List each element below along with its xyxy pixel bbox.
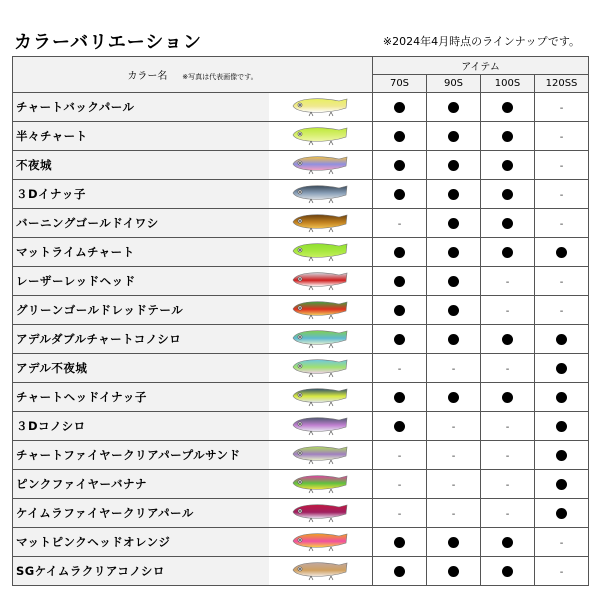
availability-120ss bbox=[535, 122, 589, 151]
table-row bbox=[13, 93, 589, 122]
available-dot bbox=[394, 131, 405, 142]
unavailable-dash: - bbox=[559, 131, 564, 143]
availability-120ss bbox=[535, 296, 589, 325]
availability-70s bbox=[373, 528, 427, 557]
unavailable-dash: - bbox=[397, 363, 402, 375]
color-name: 半々チャート bbox=[13, 122, 269, 151]
availability-90s bbox=[427, 209, 481, 238]
availability-70s bbox=[373, 383, 427, 412]
availability-90s bbox=[427, 122, 481, 151]
available-dot bbox=[394, 189, 405, 200]
table-row bbox=[13, 151, 589, 180]
table-row bbox=[13, 122, 589, 151]
available-dot bbox=[502, 160, 513, 171]
unavailable-dash: - bbox=[505, 421, 510, 433]
availability-100s bbox=[481, 470, 535, 499]
color-name: マットライムチャート bbox=[13, 238, 269, 267]
table-row bbox=[13, 354, 589, 383]
unavailable-dash: - bbox=[397, 450, 402, 462]
availability-120ss bbox=[535, 441, 589, 470]
availability-90s bbox=[427, 528, 481, 557]
availability-70s bbox=[373, 354, 427, 383]
unavailable-dash: - bbox=[505, 305, 510, 317]
availability-100s bbox=[481, 209, 535, 238]
availability-70s bbox=[373, 180, 427, 209]
availability-90s bbox=[427, 412, 481, 441]
availability-100s bbox=[481, 122, 535, 151]
table-row bbox=[13, 499, 589, 528]
lure-image bbox=[289, 240, 351, 264]
availability-90s bbox=[427, 557, 481, 586]
available-dot bbox=[394, 566, 405, 577]
item-header: アイテム bbox=[373, 57, 589, 75]
availability-70s bbox=[373, 557, 427, 586]
availability-70s bbox=[373, 470, 427, 499]
color-name: アデル不夜城 bbox=[13, 354, 269, 383]
available-dot bbox=[448, 276, 459, 287]
availability-90s bbox=[427, 499, 481, 528]
unavailable-dash: - bbox=[559, 537, 564, 549]
size-header-100s: 100S bbox=[481, 75, 535, 93]
availability-90s bbox=[427, 354, 481, 383]
availability-90s bbox=[427, 383, 481, 412]
availability-70s bbox=[373, 412, 427, 441]
available-dot bbox=[502, 189, 513, 200]
availability-70s bbox=[373, 209, 427, 238]
unavailable-dash: - bbox=[559, 566, 564, 578]
availability-70s bbox=[373, 238, 427, 267]
available-dot bbox=[448, 189, 459, 200]
available-dot bbox=[448, 334, 459, 345]
available-dot bbox=[556, 392, 567, 403]
table-row bbox=[13, 470, 589, 499]
availability-70s bbox=[373, 267, 427, 296]
unavailable-dash: - bbox=[397, 218, 402, 230]
color-name: チャートバックパール bbox=[13, 93, 269, 122]
table-row bbox=[13, 412, 589, 441]
availability-120ss bbox=[535, 412, 589, 441]
available-dot bbox=[556, 450, 567, 461]
lure-image bbox=[289, 559, 351, 583]
availability-90s bbox=[427, 151, 481, 180]
unavailable-dash: - bbox=[451, 479, 456, 491]
available-dot bbox=[502, 392, 513, 403]
lure-image bbox=[289, 530, 351, 554]
available-dot bbox=[556, 479, 567, 490]
availability-100s bbox=[481, 180, 535, 209]
available-dot bbox=[394, 305, 405, 316]
color-name: チャートファイヤークリアパープルサンド bbox=[13, 441, 269, 470]
table-row bbox=[13, 209, 589, 238]
availability-120ss bbox=[535, 93, 589, 122]
available-dot bbox=[502, 102, 513, 113]
color-name: マットピンクヘッドオレンジ bbox=[13, 528, 269, 557]
lure-image bbox=[289, 356, 351, 380]
available-dot bbox=[448, 566, 459, 577]
unavailable-dash: - bbox=[505, 508, 510, 520]
unavailable-dash: - bbox=[451, 363, 456, 375]
availability-90s bbox=[427, 93, 481, 122]
available-dot bbox=[448, 247, 459, 258]
lure-image bbox=[289, 501, 351, 525]
available-dot bbox=[556, 247, 567, 258]
lure-image bbox=[289, 124, 351, 148]
availability-70s bbox=[373, 325, 427, 354]
available-dot bbox=[556, 334, 567, 345]
size-header-120ss: 120SS bbox=[535, 75, 589, 93]
available-dot bbox=[394, 247, 405, 258]
available-dot bbox=[502, 334, 513, 345]
availability-120ss bbox=[535, 470, 589, 499]
availability-70s bbox=[373, 296, 427, 325]
unavailable-dash: - bbox=[559, 218, 564, 230]
availability-100s bbox=[481, 93, 535, 122]
color-name: レーザーレッドヘッド bbox=[13, 267, 269, 296]
availability-100s bbox=[481, 441, 535, 470]
unavailable-dash: - bbox=[451, 508, 456, 520]
unavailable-dash: - bbox=[559, 160, 564, 172]
unavailable-dash: - bbox=[505, 450, 510, 462]
color-variation-table bbox=[12, 56, 589, 586]
availability-120ss bbox=[535, 383, 589, 412]
availability-100s bbox=[481, 151, 535, 180]
size-header-70s: 70S bbox=[373, 75, 427, 93]
available-dot bbox=[394, 102, 405, 113]
table-row bbox=[13, 557, 589, 586]
availability-90s bbox=[427, 325, 481, 354]
availability-100s bbox=[481, 238, 535, 267]
available-dot bbox=[502, 566, 513, 577]
unavailable-dash: - bbox=[397, 508, 402, 520]
table-row bbox=[13, 238, 589, 267]
available-dot bbox=[448, 218, 459, 229]
availability-90s bbox=[427, 296, 481, 325]
unavailable-dash: - bbox=[505, 363, 510, 375]
table-row bbox=[13, 383, 589, 412]
availability-70s bbox=[373, 122, 427, 151]
table-row bbox=[13, 267, 589, 296]
lineup-note: ※2024年4月時点のラインナップです。 bbox=[382, 35, 580, 48]
availability-100s bbox=[481, 383, 535, 412]
availability-120ss bbox=[535, 499, 589, 528]
available-dot bbox=[394, 160, 405, 171]
unavailable-dash: - bbox=[559, 276, 564, 288]
availability-70s bbox=[373, 441, 427, 470]
available-dot bbox=[394, 392, 405, 403]
availability-120ss bbox=[535, 151, 589, 180]
color-name-label: カラー名 bbox=[127, 71, 168, 82]
unavailable-dash: - bbox=[559, 189, 564, 201]
availability-120ss bbox=[535, 325, 589, 354]
color-name: 不夜城 bbox=[13, 151, 269, 180]
available-dot bbox=[394, 421, 405, 432]
available-dot bbox=[448, 392, 459, 403]
size-header-90s: 90S bbox=[427, 75, 481, 93]
unavailable-dash: - bbox=[451, 450, 456, 462]
availability-120ss bbox=[535, 267, 589, 296]
available-dot bbox=[556, 508, 567, 519]
availability-100s bbox=[481, 267, 535, 296]
available-dot bbox=[448, 537, 459, 548]
lure-image bbox=[289, 414, 351, 438]
available-dot bbox=[556, 421, 567, 432]
unavailable-dash: - bbox=[505, 276, 510, 288]
table-row bbox=[13, 528, 589, 557]
table-row bbox=[13, 441, 589, 470]
unavailable-dash: - bbox=[559, 102, 564, 114]
color-name: アデルダブルチャートコノシロ bbox=[13, 325, 269, 354]
availability-120ss bbox=[535, 209, 589, 238]
color-name: グリーンゴールドレッドテール bbox=[13, 296, 269, 325]
lure-image bbox=[289, 95, 351, 119]
color-name: SGケイムラクリアコノシロ bbox=[13, 557, 269, 586]
color-name: ３Dイナッ子 bbox=[13, 180, 269, 209]
availability-120ss bbox=[535, 528, 589, 557]
available-dot bbox=[502, 131, 513, 142]
table-row bbox=[13, 180, 589, 209]
availability-100s bbox=[481, 557, 535, 586]
availability-100s bbox=[481, 412, 535, 441]
availability-70s bbox=[373, 499, 427, 528]
availability-100s bbox=[481, 354, 535, 383]
lure-image bbox=[289, 269, 351, 293]
table-row bbox=[13, 296, 589, 325]
color-name: ケイムラファイヤークリアパール bbox=[13, 499, 269, 528]
availability-90s bbox=[427, 267, 481, 296]
available-dot bbox=[394, 334, 405, 345]
availability-120ss bbox=[535, 238, 589, 267]
availability-90s bbox=[427, 470, 481, 499]
available-dot bbox=[502, 537, 513, 548]
lure-image bbox=[289, 472, 351, 496]
lure-image bbox=[289, 153, 351, 177]
available-dot bbox=[394, 537, 405, 548]
color-name: バーニングゴールドイワシ bbox=[13, 209, 269, 238]
unavailable-dash: - bbox=[559, 305, 564, 317]
available-dot bbox=[448, 305, 459, 316]
available-dot bbox=[448, 160, 459, 171]
availability-120ss bbox=[535, 557, 589, 586]
availability-100s bbox=[481, 499, 535, 528]
availability-90s bbox=[427, 238, 481, 267]
lure-image bbox=[289, 327, 351, 351]
lure-image bbox=[289, 298, 351, 322]
table-row bbox=[13, 325, 589, 354]
availability-120ss bbox=[535, 180, 589, 209]
color-name: チャートヘッドイナッ子 bbox=[13, 383, 269, 412]
availability-70s bbox=[373, 93, 427, 122]
availability-120ss bbox=[535, 354, 589, 383]
availability-100s bbox=[481, 296, 535, 325]
unavailable-dash: - bbox=[397, 479, 402, 491]
available-dot bbox=[448, 131, 459, 142]
available-dot bbox=[502, 218, 513, 229]
availability-90s bbox=[427, 180, 481, 209]
photo-note: ※写真は代表画像です。 bbox=[182, 73, 258, 81]
availability-100s bbox=[481, 528, 535, 557]
color-name: ピンクファイヤーバナナ bbox=[13, 470, 269, 499]
page-title: カラーバリエーション bbox=[14, 32, 203, 53]
unavailable-dash: - bbox=[451, 421, 456, 433]
color-name-header bbox=[13, 57, 373, 93]
available-dot bbox=[394, 276, 405, 287]
lure-image bbox=[289, 182, 351, 206]
lure-image bbox=[289, 443, 351, 467]
available-dot bbox=[448, 102, 459, 113]
available-dot bbox=[556, 363, 567, 374]
lure-image bbox=[289, 385, 351, 409]
lure-image bbox=[289, 211, 351, 235]
available-dot bbox=[502, 247, 513, 258]
availability-100s bbox=[481, 325, 535, 354]
availability-90s bbox=[427, 441, 481, 470]
unavailable-dash: - bbox=[505, 479, 510, 491]
color-name: ３Dコノシロ bbox=[13, 412, 269, 441]
availability-70s bbox=[373, 151, 427, 180]
